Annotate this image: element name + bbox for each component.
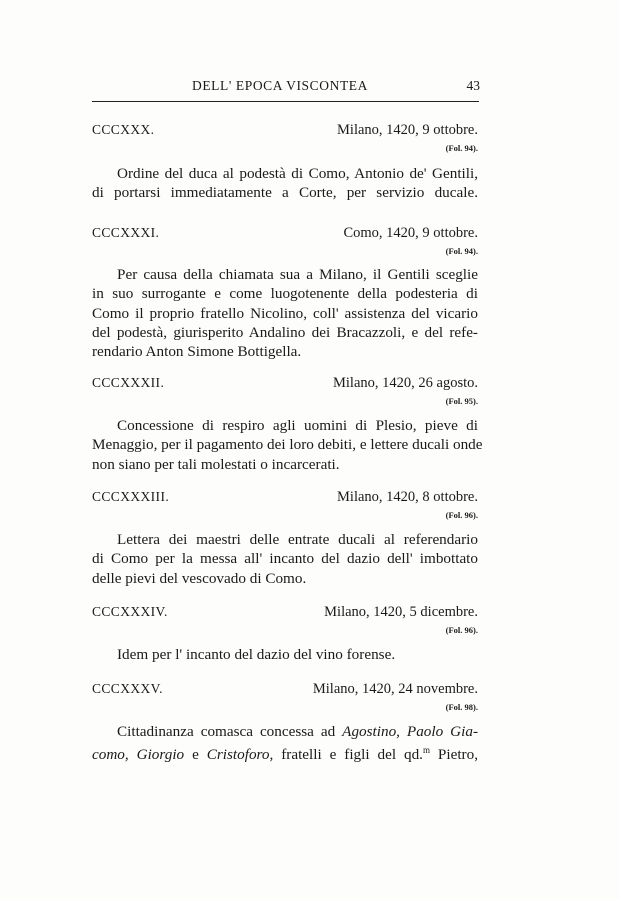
text-line: in suo surrogante e come luogotenente della podesteria di	[92, 285, 478, 303]
text-line: Per causa della chiamata sua a Milano, il Gentili sceglie	[117, 266, 478, 283]
entry-folio: (Fol. 94).	[445, 143, 478, 153]
entry-folio: (Fol. 96).	[445, 510, 478, 520]
text-line: rendario Anton Simone Bottigella.	[92, 343, 302, 361]
entry-number: CCCXXXII.	[92, 375, 165, 390]
name-italic: como, Giorgio	[92, 746, 185, 764]
entry-date: Como, 1420, 9 ottobre.	[343, 225, 478, 241]
entry-folio: (Fol. 96).	[445, 625, 478, 635]
entry-text	[92, 164, 478, 203]
text-line: Lettera dei maestri delle entrate ducali al referendario	[117, 531, 478, 548]
superscript: m	[422, 745, 430, 756]
entry-date: Milano, 1420, 5 dicembre.	[324, 604, 478, 620]
header-rule	[92, 101, 479, 102]
entry-date: Milano, 1420, 26 agosto.	[333, 375, 478, 391]
text-segment: Pietro,	[430, 746, 478, 764]
text-segment: Cittadinanza comasca concessa ad	[117, 723, 343, 740]
entry-text	[92, 265, 478, 361]
entry-number: CCCXXX.	[92, 122, 155, 137]
page-number: 43	[466, 78, 480, 93]
name-italic: Cristoforo,	[206, 746, 274, 764]
entry-number: CCCXXXV.	[92, 681, 163, 696]
entry-number: CCCXXXIII.	[92, 489, 170, 504]
entry-folio: (Fol. 98).	[445, 702, 478, 712]
entry-number: CCCXXXIV.	[92, 604, 168, 619]
entry-folio: (Fol. 95).	[445, 396, 478, 406]
text-line: di portarsi immediatamente a Corte, per servizio ducale.	[92, 184, 478, 202]
text-line: non siano per tali molestati o incarcerati.	[92, 455, 340, 473]
entry-text	[92, 416, 483, 474]
text-segment: fratelli e figli del qd.	[273, 746, 423, 764]
entry-text	[92, 645, 478, 664]
text-line: del podestà, giurisperito Andalino dei Bracazzoli, e del refe-	[92, 323, 478, 341]
text-line: di Como per la messa all' incanto del dazio dell' imbottato	[92, 550, 478, 568]
entry-text	[92, 530, 478, 588]
text-line: Idem per l' incanto del dazio del vino forense.	[117, 646, 396, 663]
entry-number: CCCXXXI.	[92, 225, 160, 240]
text-line: delle pievi del vescovado di Como.	[92, 569, 307, 587]
text-line	[92, 722, 478, 741]
entry-date: Milano, 1420, 8 ottobre.	[337, 489, 478, 505]
text-line: Ordine del duca al podestà di Como, Antonio de' Gentili,	[117, 165, 478, 182]
text-line: Menaggio, per il pagamento dei loro debiti, e lettere ducali onde	[92, 436, 483, 454]
text-line: Como il proprio fratello Nicolino, coll' assistenza del vicario	[92, 304, 478, 322]
entry-date: Milano, 1420, 24 novembre.	[312, 681, 478, 697]
entry-date: Milano, 1420, 9 ottobre.	[337, 122, 478, 138]
text-line: Concessione di respiro agli uomini di Plesio, pieve di	[117, 417, 478, 434]
text-line	[92, 741, 478, 764]
name-italic: Agostino, Paolo Gia-	[342, 723, 478, 740]
text-segment: e	[184, 746, 207, 764]
running-header-title: DELL' EPOCA VISCONTEA	[191, 78, 369, 93]
entry-text	[92, 722, 478, 765]
entry-folio: (Fol. 94).	[445, 246, 478, 256]
